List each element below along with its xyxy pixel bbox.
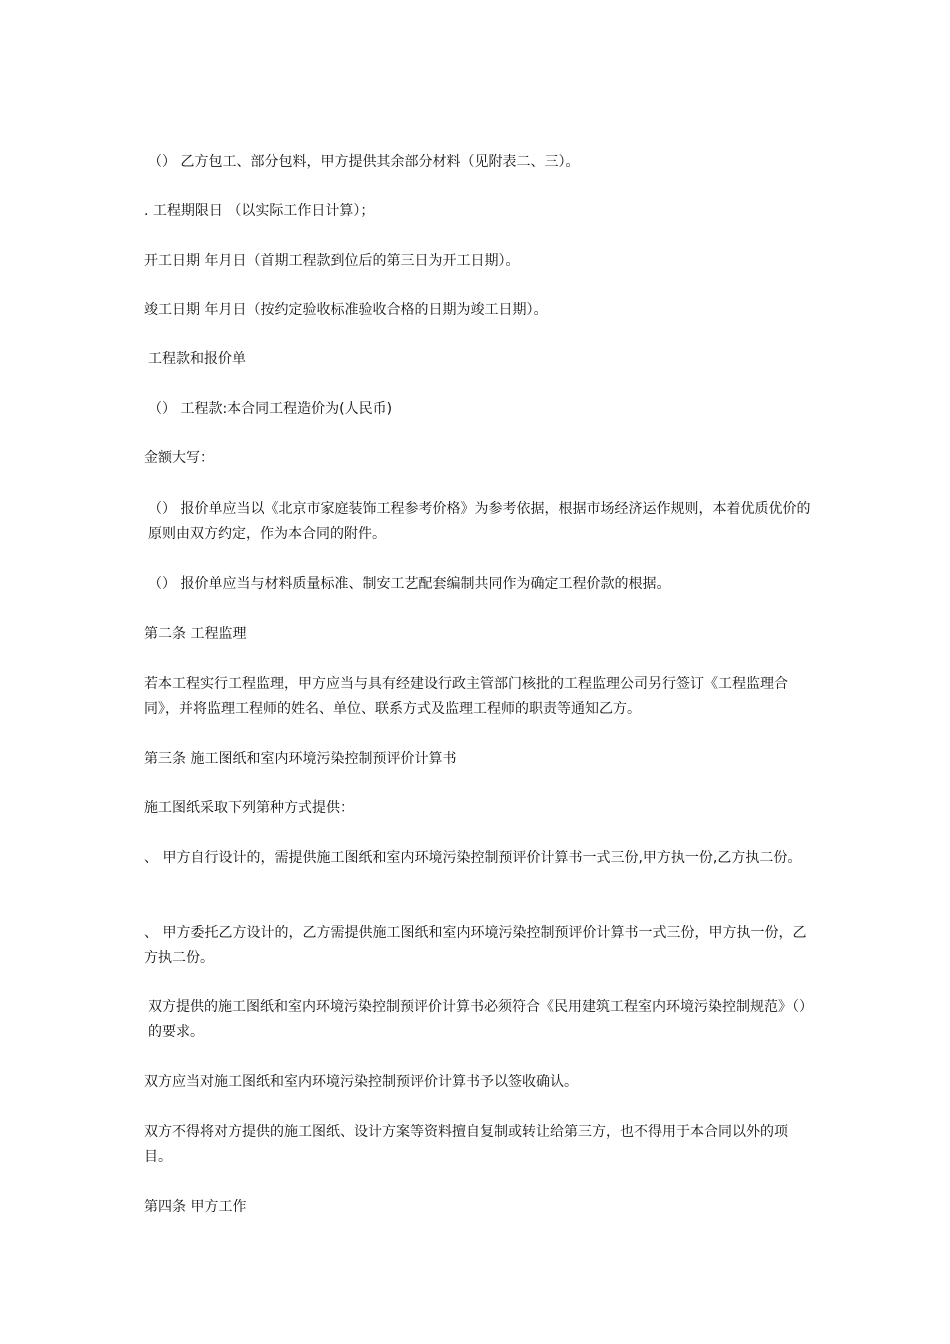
paragraph-contractor-design: 、 甲方委托乙方设计的，乙方需提供施工图纸和室内环境污染控制预评价计算书一式三份，甲方执一份，乙方执二份。 [144,925,807,966]
paragraph-sign-confirm: 双方应当对施工图纸和室内环境污染控制预评价计算书予以签收确认。 [144,1074,578,1090]
paragraph-work-period: . 工程期限日 （以实际工作日计算）； [144,203,375,219]
paragraph-standards-compliance: 双方提供的施工图纸和室内环境污染控制预评价计算书必须符合《民用建筑工程室内环境污染控制规范》（）的要求。 [148,999,806,1040]
paragraph-drawing-method: 施工图纸采取下列第种方式提供： [144,800,354,816]
article-heading-supervision: 第二条 工程监理 [144,626,247,642]
article-heading-owner-work: 第四条 甲方工作 [144,1199,247,1215]
paragraph-material-supply: （） 乙方包工、部分包料，甲方提供其余部分材料（见附表二、三）。 [148,154,580,170]
paragraph-supervision: 若本工程实行工程监理，甲方应当与具有经建设行政主管部门核批的工程监理公司另行签订《工程监理合同》，并将监理工程师的姓名、单位、联系方式及监理工程师的职责等通知乙方。 [144,676,788,717]
paragraph-owner-design: 、 甲方自行设计的，需提供施工图纸和室内环境污染控制预评价计算书一式三份,甲方执一份,乙方执二份。 [144,850,802,866]
paragraph-confidentiality: 双方不得将对方提供的施工图纸、设计方案等资料擅自复制或转让给第三方，也不得用于本合同以外的项目。 [144,1124,788,1165]
paragraph-contract-price: （） 工程款:本合同工程造价为(人民币) [148,401,393,417]
paragraph-quotation-basis: （） 报价单应当以《北京市家庭装饰工程参考价格》为参考依据，根据市场经济运作规则，本着优质优价的原则由双方约定，作为本合同的附件。 [148,501,811,542]
paragraph-amount-words: 金额大写： [144,450,214,466]
article-heading-drawings: 第三条 施工图纸和室内环境污染控制预评价计算书 [144,751,457,767]
paragraph-quotation-standards: （） 报价单应当与材料质量标准、制安工艺配套编制共同作为确定工程价款的根据。 [148,576,671,592]
section-heading-payment: 工程款和报价单 [148,351,246,367]
paragraph-completion-date: 竣工日期 年月日（按约定验收标准验收合格的日期为竣工日期）。 [144,302,548,318]
paragraph-start-date: 开工日期 年月日（首期工程款到位后的第三日为开工日期）。 [144,253,520,269]
